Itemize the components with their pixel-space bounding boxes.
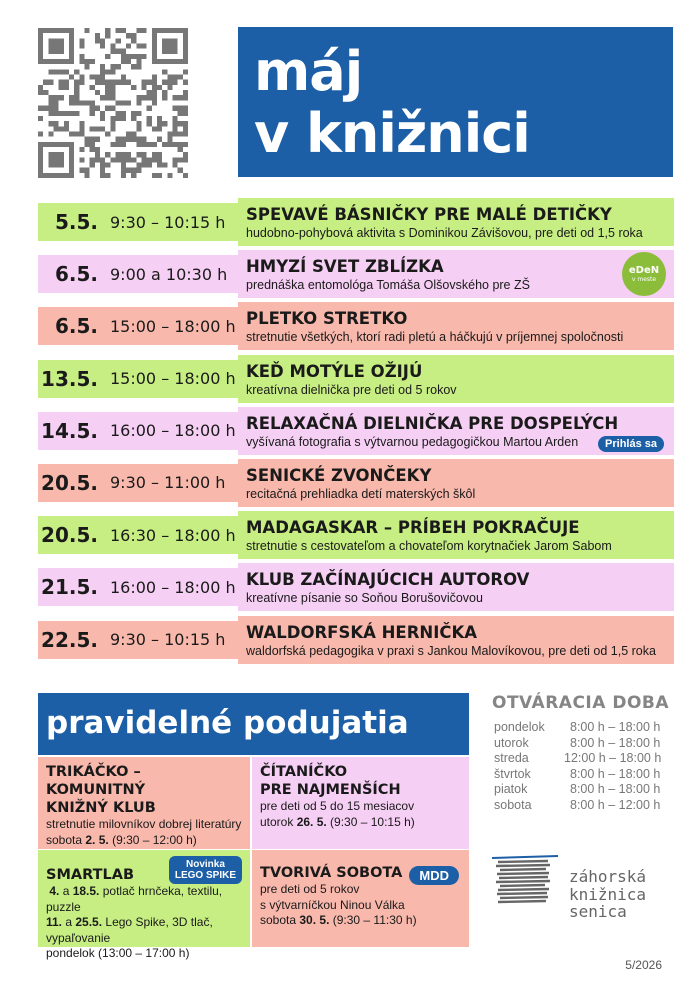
- citanicko-title-line2: PRE NAJMENŠÍCH: [260, 782, 401, 798]
- oh-hours: 8:00 h – 12:00 h: [570, 797, 661, 812]
- eden-badge-line2: v meste: [631, 276, 657, 284]
- issue-number: 5/2026: [625, 958, 662, 972]
- event-title: WALDORFSKÁ HERNIČKA: [246, 622, 478, 642]
- mdd-badge: MDD: [409, 866, 459, 885]
- l2-b: a: [62, 915, 76, 929]
- event-row: [38, 459, 674, 511]
- when-date: 26. 5.: [296, 814, 327, 829]
- event-date-time: [38, 464, 238, 502]
- event-time: 16:00 – 18:00 h: [110, 421, 236, 441]
- when-prefix: sobota: [260, 913, 300, 927]
- logo-line3: senica: [569, 902, 627, 921]
- event-date: 13.5.: [41, 366, 98, 391]
- eden-logo-badge: [622, 252, 666, 296]
- event-time: 15:00 – 18:00 h: [110, 316, 236, 336]
- event-title: PLETKO STRETKO: [246, 309, 408, 329]
- event-description: prednáška entomológa Tomáša Olšovského pre ZŠ: [246, 278, 530, 293]
- event-info: [238, 198, 674, 246]
- event-description: stretnutie všetkých, ktorí radi pletú a háčkujú v príjemnej spoločnosti: [246, 330, 624, 345]
- event-row: [38, 302, 674, 354]
- smartlab-title: SMARTLAB: [46, 867, 135, 883]
- when-date: 2. 5.: [85, 832, 109, 847]
- event-title: SENICKÉ ZVONČEKY: [246, 465, 432, 485]
- event-row: [38, 511, 674, 563]
- badge-line2: LEGO SPIKE: [174, 870, 236, 881]
- when-time: (9:30 – 10:15 h): [326, 814, 415, 829]
- register-button[interactable]: Prihlás sa: [598, 436, 664, 452]
- event-row: [38, 355, 674, 407]
- event-time: 9:00 a 10:30 h: [110, 264, 228, 284]
- event-description: recitačná prehliadka detí materských škôl: [246, 486, 476, 501]
- event-title: MADAGASKAR – PRÍBEH POKRAČUJE: [246, 518, 580, 538]
- when-time: (9:30 – 11:30 h): [329, 913, 417, 927]
- event-time: 9:30 – 10:15 h: [110, 212, 226, 232]
- regular-event-citanicko: [252, 757, 469, 849]
- novinka-lego-spike-badge: [169, 856, 242, 884]
- title-line-2: v knižnici: [254, 102, 530, 165]
- event-description: kreatívne písanie so Soňou Borušovičovou: [246, 591, 483, 606]
- oh-day: piatok: [494, 782, 528, 797]
- qr-code-icon: [38, 28, 188, 178]
- trikacko-title-line2: KNIŽNÝ KLUB: [46, 800, 156, 816]
- trikacko-description: stretnutie milovníkov dobrej literatúry: [46, 817, 242, 831]
- when-date: 30. 5.: [299, 913, 330, 927]
- oh-hours: 8:00 h – 18:00 h: [570, 782, 661, 797]
- when-prefix: utorok: [260, 814, 297, 829]
- event-info: [238, 407, 674, 455]
- event-row: [38, 563, 674, 615]
- oh-day: streda: [494, 751, 529, 766]
- citanicko-description: pre deti od 5 do 15 mesiacov: [260, 799, 415, 813]
- event-date: 20.5.: [41, 523, 98, 548]
- l1-d: potlač hrnčeka, textilu, puzzle: [46, 884, 223, 914]
- trikacko-when: [46, 833, 242, 849]
- opening-hours-list: [494, 720, 669, 814]
- event-info: [238, 302, 674, 350]
- event-row: [38, 616, 674, 668]
- tvoriva-when: [260, 913, 461, 929]
- opening-hours-row: [494, 782, 669, 798]
- event-date-time: [38, 568, 238, 606]
- oh-day: sobota: [494, 797, 532, 812]
- citanicko-title-line1: ČÍTANÍČKO: [260, 764, 348, 780]
- oh-hours: 8:00 h – 18:00 h: [570, 766, 661, 781]
- library-logo-icon: [488, 850, 560, 908]
- opening-hours-row: [494, 736, 669, 752]
- event-row: [38, 198, 674, 250]
- event-title: KLUB ZAČÍNAJÚCICH AUTOROV: [246, 570, 530, 590]
- oh-day: štvrtok: [494, 766, 531, 781]
- event-info: [238, 459, 674, 507]
- oh-hours: 8:00 h – 18:00 h: [570, 720, 661, 734]
- smartlab-line3: pondelok (13:00 – 17:00 h): [46, 946, 190, 960]
- event-title: RELAXAČNÁ DIELNIČKA PRE DOSPELÝCH: [246, 413, 619, 433]
- event-date: 6.5.: [54, 262, 98, 287]
- oh-day: utorok: [494, 735, 529, 750]
- event-date-time: [38, 412, 238, 450]
- logo-line1: záhorská: [569, 867, 647, 886]
- regular-event-smartlab: [38, 850, 250, 960]
- when-prefix: sobota: [46, 832, 86, 847]
- l1-a: 4.: [49, 884, 60, 898]
- logo-line2: knižnica: [569, 884, 647, 904]
- event-info: [238, 250, 674, 298]
- regular-events-heading: pravidelné podujatia: [38, 693, 469, 755]
- l2-c: 25.5.: [75, 915, 103, 929]
- event-time: 16:00 – 18:00 h: [110, 577, 236, 597]
- event-row: [38, 407, 674, 459]
- event-date-time: [38, 516, 238, 554]
- l1-c: 18.5.: [72, 884, 100, 898]
- oh-hours: 12:00 h – 18:00 h: [564, 751, 662, 766]
- event-time: 15:00 – 18:00 h: [110, 369, 236, 389]
- smartlab-line1: [46, 884, 242, 915]
- event-date: 6.5.: [54, 314, 98, 339]
- event-description: waldorfská pedagogika v praxi s Jankou Malovíkovou, pre deti od 1,5 roka: [246, 643, 656, 658]
- regular-event-trikacko: [38, 757, 250, 849]
- tvoriva-desc2: s výtvarníčkou Ninou Válka: [260, 897, 405, 912]
- event-info: [238, 616, 674, 664]
- smartlab-line2: [46, 915, 242, 946]
- event-title: SPEVAVÉ BÁSNIČKY PRE MALÉ DETIČKY: [246, 205, 612, 224]
- event-date-time: [38, 203, 238, 241]
- tvoriva-title: TVORIVÁ SOBOTA: [260, 865, 403, 881]
- event-description: kreatívna dielnička pre deti od 5 rokov: [246, 382, 457, 397]
- event-date: 21.5.: [41, 575, 98, 600]
- opening-hours-row: [494, 720, 669, 736]
- event-date-time: [38, 621, 238, 659]
- title-banner: [238, 27, 673, 177]
- tvoriva-desc1: pre deti od 5 rokov: [260, 882, 360, 896]
- opening-hours-title: OTVÁRACIA DOBA: [492, 693, 670, 713]
- oh-day: pondelok: [494, 720, 545, 734]
- event-date: 14.5.: [41, 418, 98, 443]
- event-description: vyšívaná fotografia s výtvarnou pedagogičkou Martou Arden: [246, 434, 579, 449]
- event-time: 9:30 – 10:15 h: [110, 630, 226, 649]
- badge-line1: Novinka: [185, 859, 225, 870]
- event-title: KEĎ MOTÝLE OŽIJÚ: [246, 361, 423, 381]
- opening-hours-row: [494, 767, 669, 783]
- library-logo-text: [569, 868, 646, 921]
- event-date: 20.5.: [41, 470, 98, 495]
- regular-event-tvoriva-sobota: [252, 850, 469, 947]
- event-time: 9:30 – 11:00 h: [110, 473, 226, 493]
- event-description: stretnutie s cestovateľom a chovateľom korytnačiek Jarom Sabom: [246, 539, 612, 554]
- l2-a: 11.: [46, 915, 63, 929]
- event-time: 16:30 – 18:00 h: [110, 525, 236, 545]
- oh-hours: 8:00 h – 18:00 h: [570, 735, 661, 750]
- l1-b: a: [59, 884, 73, 898]
- event-row: [38, 250, 674, 302]
- when-time: (9:30 – 12:00 h): [108, 832, 197, 847]
- citanicko-when: [260, 815, 461, 831]
- event-date: 5.5.: [54, 210, 98, 234]
- event-date-time: [38, 307, 238, 345]
- opening-hours-row: [494, 798, 669, 814]
- l2-d: Lego Spike, 3D tlač, vypaľovanie: [46, 915, 213, 945]
- event-description: hudobno-pohybová aktivita s Dominikou Závišovou, pre deti od 1,5 roka: [246, 226, 643, 240]
- event-title: HMYZÍ SVET ZBLÍZKA: [246, 257, 444, 277]
- trikacko-title-line1: TRIKÁČKO – KOMUNITNÝ: [46, 764, 146, 798]
- title-line-1: máj: [254, 40, 363, 103]
- opening-hours-row: [494, 751, 669, 767]
- event-info: [238, 355, 674, 403]
- event-info: [238, 511, 674, 559]
- event-info: [238, 563, 674, 611]
- events-list: [38, 198, 674, 668]
- event-date-time: [38, 360, 238, 398]
- event-date: 22.5.: [41, 627, 98, 652]
- eden-badge-line1: eDeN: [628, 265, 660, 277]
- event-date-time: [38, 255, 238, 293]
